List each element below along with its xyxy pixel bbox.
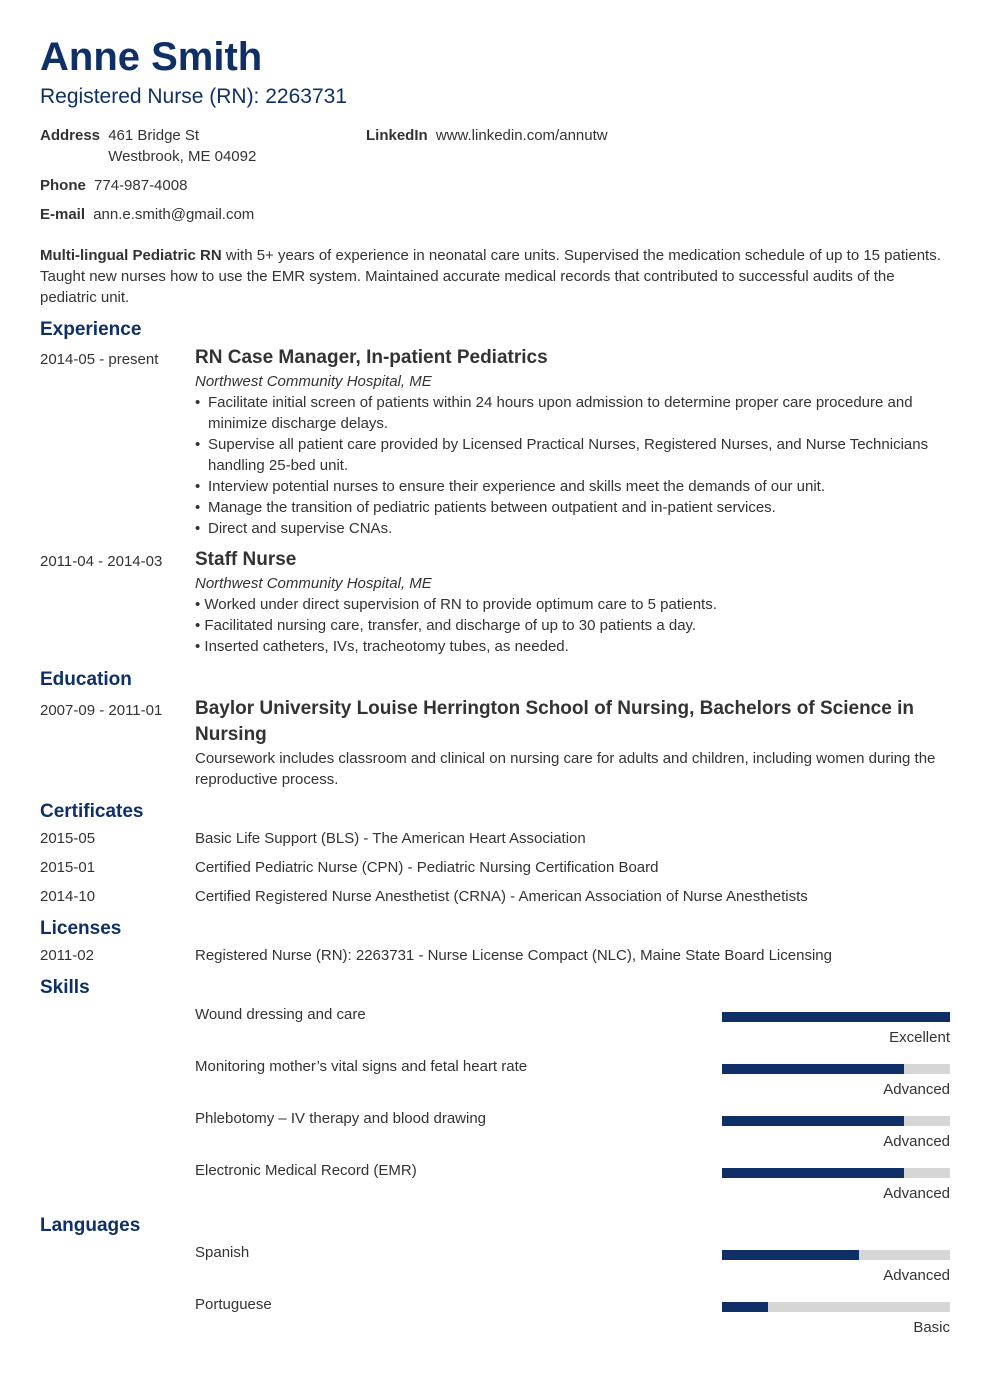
skill-name: Wound dressing and care [195, 1006, 366, 1023]
job-bullet: • Supervise all patient care provided by Licensed Practical Nurses, Registered Nurses, and Nurse Technicians handling 25-bed unit. [195, 434, 950, 476]
language-name: Portuguese [195, 1296, 272, 1313]
job-bullet: • Direct and supervise CNAs. [195, 518, 950, 539]
email-label: E-mail [40, 206, 86, 223]
contact-address [40, 125, 256, 167]
skill-level: Advanced [883, 1185, 950, 1202]
summary-lead: Multi-lingual Pediatric RN [40, 247, 222, 264]
language-bar [722, 1302, 950, 1312]
section-title-licenses: Licenses [40, 918, 122, 939]
section-title-languages: Languages [40, 1215, 141, 1236]
summary-text: with 5+ years of experience in neonatal care units. Supervised the medication schedule of up to 15 patients. Taught new nurses how to use the EMR system. Maintained accurate medical records that contributed to successful audits of the pediatric unit. [40, 247, 941, 306]
education-title: Baylor University Louise Herrington School of Nursing, Bachelors of Science in Nursing [195, 698, 914, 745]
contact-email [40, 204, 254, 225]
skill-bar-fill [722, 1168, 904, 1178]
section-title-education: Education [40, 669, 132, 690]
language-level: Basic [913, 1319, 950, 1336]
job-line: • Inserted catheters, IVs, tracheotomy tubes, as needed. [195, 638, 569, 655]
job-organization: Northwest Community Hospital, ME [195, 373, 432, 390]
job-bullet: • Manage the transition of pediatric patients between outpatient and in-patient services. [195, 497, 950, 518]
certificate-text: Certified Registered Nurse Anesthetist (CRNA) - American Association of Nurse Anesthetists [195, 888, 808, 905]
license-text: Registered Nurse (RN): 2263731 - Nurse License Compact (NLC), Maine State Board Licensing [195, 947, 832, 964]
skill-bar-fill [722, 1116, 904, 1126]
job-title: Staff Nurse [195, 549, 297, 570]
section-title-experience: Experience [40, 319, 142, 340]
skill-bar [722, 1116, 950, 1126]
language-bar [722, 1250, 950, 1260]
job-bullets [195, 392, 950, 539]
linkedin-link[interactable]: www.linkedin.com/annutw [435, 127, 608, 144]
skill-bar [722, 1168, 950, 1178]
skill-bar [722, 1012, 950, 1022]
phone-value: 774-987-4008 [94, 177, 188, 194]
address-value [108, 125, 256, 167]
email-link[interactable]: ann.e.smith@gmail.com [93, 206, 255, 223]
address-label: Address [40, 127, 101, 144]
job-line: • Worked under direct supervision of RN to provide optimum care to 5 patients. [195, 596, 717, 613]
skill-bar-fill [722, 1064, 904, 1074]
summary [40, 245, 952, 308]
contact-phone [40, 175, 187, 196]
job-entry [195, 345, 950, 539]
section-title-certificates: Certificates [40, 801, 144, 822]
job-line: • Facilitated nursing care, transfer, and discharge of up to 30 patients a day. [195, 617, 697, 634]
job-bullet: • Interview potential nurses to ensure their experience and skills meet the demands of our unit. [195, 476, 950, 497]
job-bullet: • Facilitate initial screen of patients within 24 hours upon admission to determine proper care procedure and minimize discharge delays. [195, 392, 950, 434]
candidate-name: Anne Smith [40, 35, 263, 79]
language-bar-fill [722, 1302, 768, 1312]
job-title: RN Case Manager, In-patient Pediatrics [195, 347, 548, 368]
skill-name: Phlebotomy – IV therapy and blood drawing [195, 1110, 487, 1127]
linkedin-label: LinkedIn [366, 127, 428, 144]
skill-name: Electronic Medical Record (EMR) [195, 1162, 417, 1179]
language-bar-fill [722, 1250, 859, 1260]
certificate-date: 2015-01 [40, 859, 96, 876]
license-date: 2011-02 [40, 947, 94, 964]
skill-name: Monitoring mother’s vital signs and fetal heart rate [195, 1058, 528, 1075]
certificate-text: Basic Life Support (BLS) - The American Heart Association [195, 830, 586, 847]
job-dates: 2011-04 - 2014-03 [40, 553, 163, 570]
job-dates: 2014-05 - present [40, 351, 159, 368]
address-line-2: Westbrook, ME 04092 [108, 148, 257, 165]
language-level: Advanced [883, 1267, 950, 1284]
address-line-1: 461 Bridge St [108, 127, 200, 144]
language-name: Spanish [195, 1244, 250, 1261]
skill-level: Advanced [883, 1133, 950, 1150]
contact-linkedin [366, 125, 608, 146]
skill-level: Advanced [883, 1081, 950, 1098]
certificate-date: 2015-05 [40, 830, 96, 847]
job-organization: Northwest Community Hospital, ME [195, 575, 432, 592]
skill-level: Excellent [889, 1029, 950, 1046]
skill-bar [722, 1064, 950, 1074]
certificate-text: Certified Pediatric Nurse (CPN) - Pediatric Nursing Certification Board [195, 859, 659, 876]
job-entry [195, 547, 950, 657]
education-dates: 2007-09 - 2011-01 [40, 702, 163, 719]
skill-bar-fill [722, 1012, 950, 1022]
candidate-headline: Registered Nurse (RN): 2263731 [40, 85, 347, 108]
education-entry [195, 696, 950, 790]
section-title-skills: Skills [40, 977, 90, 998]
certificate-date: 2014-10 [40, 888, 96, 905]
phone-label: Phone [40, 177, 86, 194]
education-description: Coursework includes classroom and clinical on nursing care for adults and children, including women during the reproductive process. [195, 750, 936, 788]
